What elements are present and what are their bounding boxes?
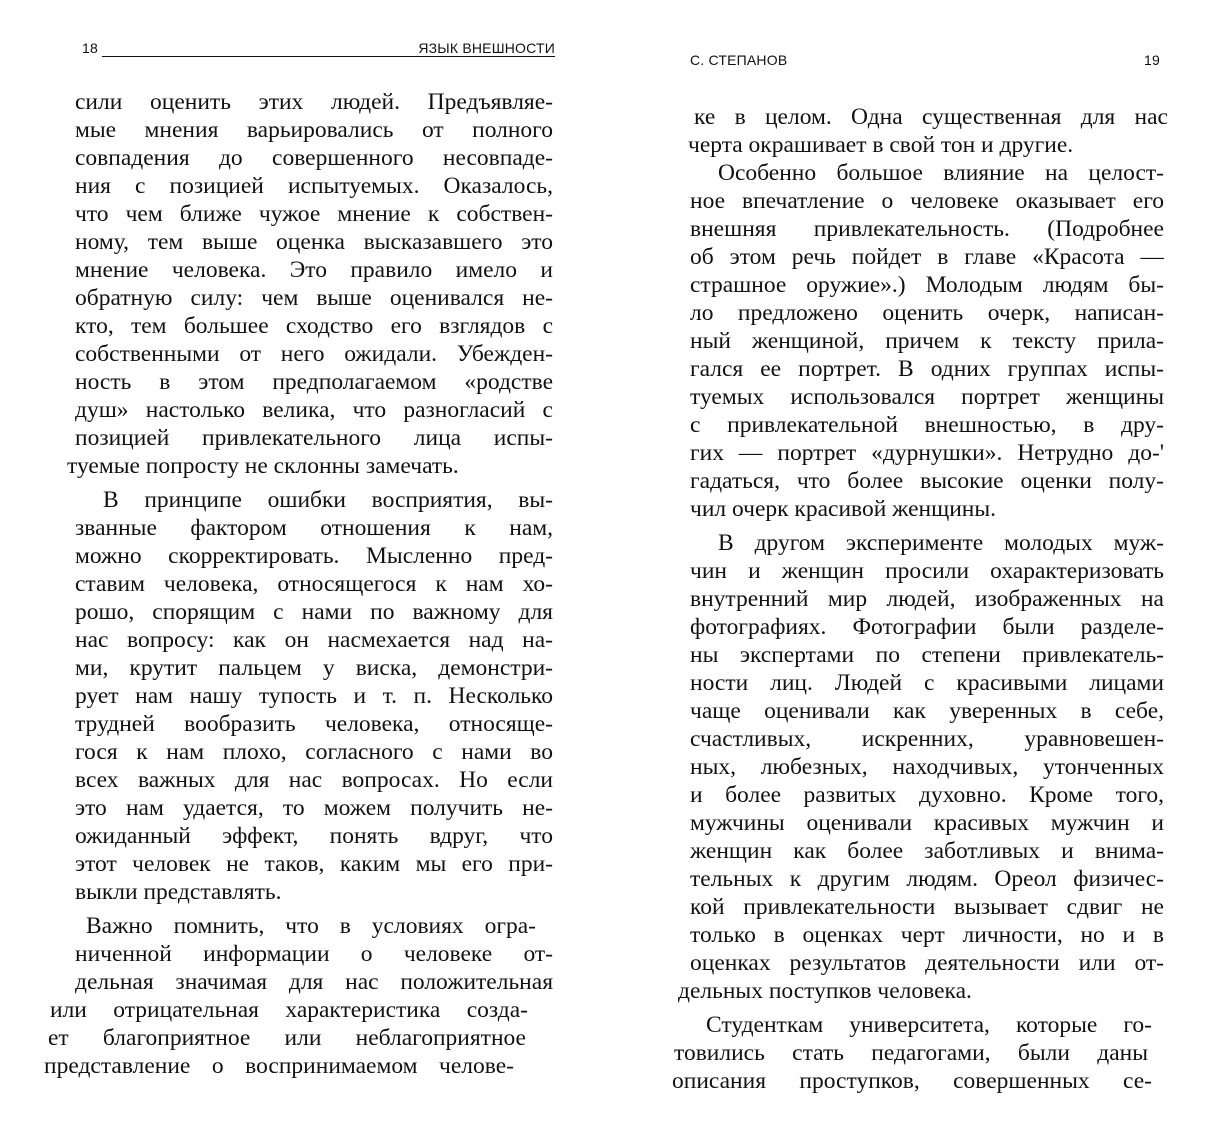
text-line: описания проступков, совершенных се-	[672, 1068, 1152, 1094]
text-line: В принципе ошибки восприятия, вы-	[103, 487, 553, 513]
text-line: дельных поступков человека.	[678, 978, 972, 1004]
text-line: счастливых, искренних, уравновешен-	[690, 726, 1164, 752]
text-line: рует нам нашу тупость и т. п. Несколько	[75, 683, 553, 709]
text-line: ный женщиной, причем к тексту прила-	[690, 328, 1164, 354]
text-line: черта окрашивает в свой тон и другие.	[688, 132, 1074, 158]
text-line: ожиданный эффект, понять вдруг, что	[75, 823, 553, 849]
right-page-number: 19	[1144, 52, 1160, 68]
text-line: только в оценках черт личности, но и в	[690, 922, 1164, 948]
text-line: страшное оружие».) Молодым людям бы-	[690, 272, 1164, 298]
text-line: мнение человека. Это правило имело и	[75, 257, 553, 283]
text-line: мые мнения варьировались от полного	[75, 117, 553, 143]
text-line: душ» настолько велика, что разногласий с	[75, 397, 553, 423]
text-line: гался ее портрет. В одних группах испы-	[690, 356, 1164, 382]
text-line: туемые попросту не склонны замечать.	[67, 453, 459, 479]
left-page	[0, 0, 600, 1125]
right-running-head	[690, 52, 1160, 72]
text-line: ных, любезных, находчивых, утонченных	[690, 754, 1164, 780]
text-line: званные фактором отношения к нам,	[75, 515, 553, 541]
text-line: обратную силу: чем выше оценивался не-	[75, 285, 553, 311]
text-line: ны экспертами по степени привлекатель-	[690, 642, 1164, 668]
text-line: ло предложено оценить очерк, написан-	[690, 300, 1164, 326]
text-line: ния с позицией испытуемых. Оказалось,	[75, 173, 553, 199]
text-line: гих — портрет «дурнушки». Нетрудно до-'	[690, 440, 1164, 466]
text-line: Важно помнить, что в условиях огра-	[86, 913, 536, 939]
text-line: оценках результатов деятельности или от-	[690, 950, 1164, 976]
text-line: ми, крутит пальцем у виска, демонстри-	[75, 655, 553, 681]
text-line: ниченной информации о человеке от-	[75, 941, 553, 967]
text-line: выкли представлять.	[75, 879, 282, 905]
left-running-head	[82, 40, 555, 60]
text-line: женщин как более заботливых и внима-	[690, 838, 1164, 864]
text-line: ность в этом предполагаемом «родстве	[75, 369, 553, 395]
text-line: внутренний мир людей, изображенных на	[690, 586, 1164, 612]
text-line: или отрицательная характеристика созда-	[50, 997, 528, 1023]
text-line: с привлекательной внешностью, в дру-	[690, 412, 1164, 438]
text-line: рошо, спорящим с нами по важному для	[75, 599, 553, 625]
text-line: ному, тем выше оценка высказавшего это	[75, 229, 553, 255]
running-title: ЯЗЫК ВНЕШНОСТИ	[414, 40, 555, 56]
text-line: об этом речь пойдет в главе «Красота —	[690, 244, 1164, 270]
right-page	[604, 0, 1209, 1125]
text-line: кой привлекательности вызывает сдвиг не	[690, 894, 1164, 920]
text-line: гадаться, что более высокие оценки полу-	[690, 468, 1164, 494]
text-line: представление о воспринимаемом челове-	[44, 1053, 514, 1079]
text-line: сили оценить этих людей. Предъявляе-	[75, 89, 553, 115]
text-line: чин и женщин просили охарактеризовать	[690, 558, 1164, 584]
text-line: нас вопросу: как он насмехается над на-	[75, 627, 553, 653]
text-line: позицией привлекательного лица испы-	[75, 425, 553, 451]
text-line: ке в целом. Одна существенная для нас	[694, 104, 1168, 130]
text-line: можно скорректировать. Мысленно пред-	[75, 543, 553, 569]
text-line: мужчины оценивали красивых мужчин и	[690, 810, 1164, 836]
text-line: Студенткам университета, которые го-	[706, 1012, 1152, 1038]
text-line: ное впечатление о человеке оказывает его	[690, 188, 1164, 214]
author-name: С. СТЕПАНОВ	[690, 52, 788, 68]
text-line: В другом эксперименте молодых муж-	[718, 530, 1164, 556]
text-line: и более развитых духовно. Кроме того,	[690, 782, 1164, 808]
text-line: кто, тем большее сходство его взглядов с	[75, 313, 553, 339]
text-line: дельная значимая для нас положительная	[75, 969, 553, 995]
text-line: что чем ближе чужое мнение к собствен-	[75, 201, 553, 227]
header-rule	[102, 56, 555, 57]
text-line: Особенно большое влияние на целост-	[718, 160, 1164, 186]
text-line: туемых использовался портрет женщины	[690, 384, 1164, 410]
text-line: ности лиц. Людей с красивыми лицами	[690, 670, 1164, 696]
text-line: чил очерк красивой женщины.	[690, 496, 997, 522]
text-line: ставим человека, относящегося к нам хо-	[75, 571, 553, 597]
text-line: фотографиях. Фотографии были разделе-	[690, 614, 1164, 640]
text-line: ет благоприятное или неблагоприятное	[48, 1025, 526, 1051]
text-line: внешняя привлекательность. (Подробнее	[690, 216, 1164, 242]
text-line: совпадения до совершенного несовпаде-	[75, 145, 553, 171]
left-page-number: 18	[82, 40, 98, 56]
text-line: этот человек не таков, каким мы его при-	[75, 851, 553, 877]
text-line: товились стать педагогами, были даны	[674, 1040, 1148, 1066]
text-line: собственными от него ожидали. Убежден-	[75, 341, 553, 367]
text-line: всех важных для нас вопросах. Но если	[75, 767, 553, 793]
text-line: тельных к другим людям. Ореол физичес-	[690, 866, 1164, 892]
text-line: это нам удается, то можем получить не-	[75, 795, 553, 821]
text-line: чаще оценивали как уверенных в себе,	[690, 698, 1164, 724]
text-line: трудней вообразить человека, относяще-	[75, 711, 553, 737]
text-line: гося к нам плохо, согласного с нами во	[75, 739, 553, 765]
